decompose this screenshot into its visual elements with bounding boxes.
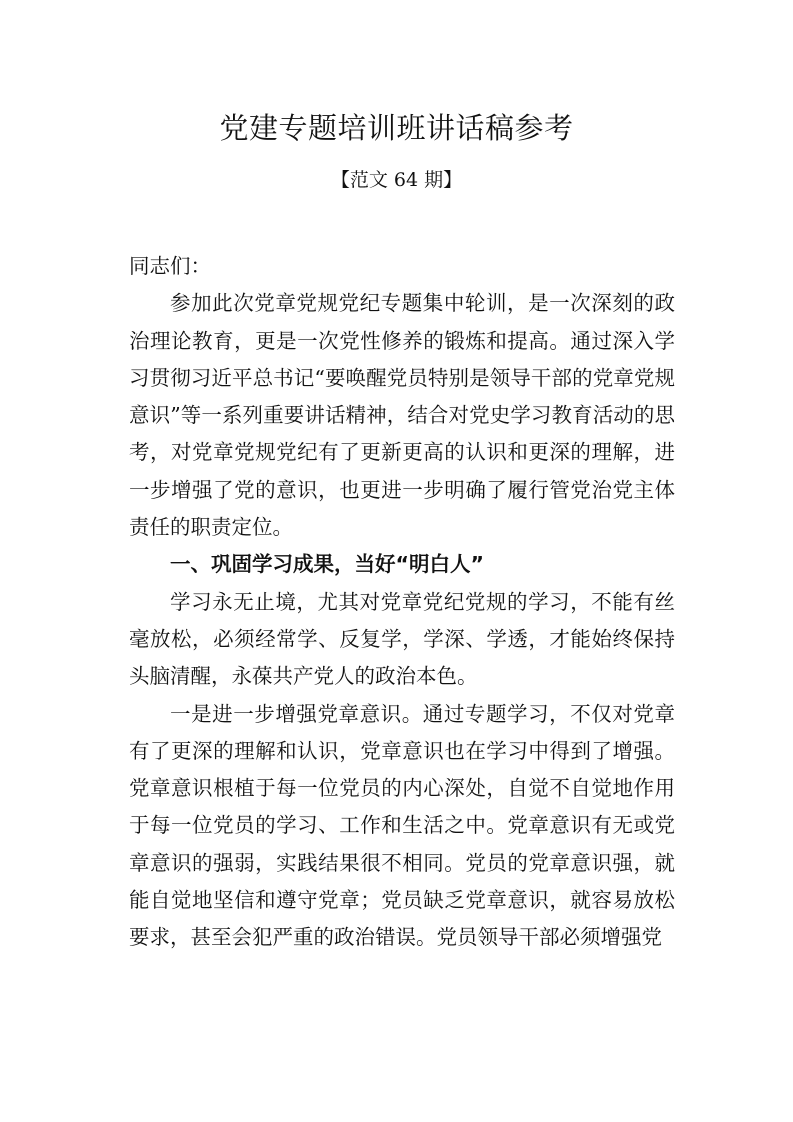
document-body bbox=[129, 248, 675, 957]
document-subtitle: 【范文 64 期】 bbox=[330, 169, 463, 191]
document-title: 党建专题培训班讲话稿参考 bbox=[219, 111, 574, 145]
paragraph-study: 学习永无止境，尤其对党章党纪党规的学习，不能有丝毫放松，必须经常学、反复学，学深、学透，才能始终保持头脑清醒，永葆共产党人的政治本色。 bbox=[129, 589, 675, 689]
paragraph-party-charter: 一是进一步增强党章意识。通过专题学习，不仅对党章有了更深的理解和认识，党章意识也在学习中得到了增强。党章意识根植于每一位党员的内心深处，自觉不自觉地作用于每一位党员的学习、工作和生活之中。党章意识有无或党章意识的强弱，实践结果很不相同。党员的党章意识强，就能自觉地坚信和遵守党章；党员缺乏党章意识，就容易放松要求，甚至会犯严重的政治错误。党员领导干部必须增强党 bbox=[129, 701, 675, 950]
salutation: 同志们： bbox=[129, 254, 211, 278]
paragraph-intro: 参加此次党章党规党纪专题集中轮训，是一次深刻的政治理论教育，更是一次党性修养的锻炼和提高。通过深入学习贯彻习近平总书记“要唤醒党员特别是领导干部的党章党规意识”等一系列重要讲话精神，结合对党史学习教育活动的思考，对党章党规党纪有了更新更高的认识和更深的理解，进一步增强了党的意识，也更进一步明确了履行管党治党主体责任的职责定位。 bbox=[129, 291, 675, 540]
section-heading-1: 一、巩固学习成果，当好“明白人” bbox=[170, 552, 484, 577]
